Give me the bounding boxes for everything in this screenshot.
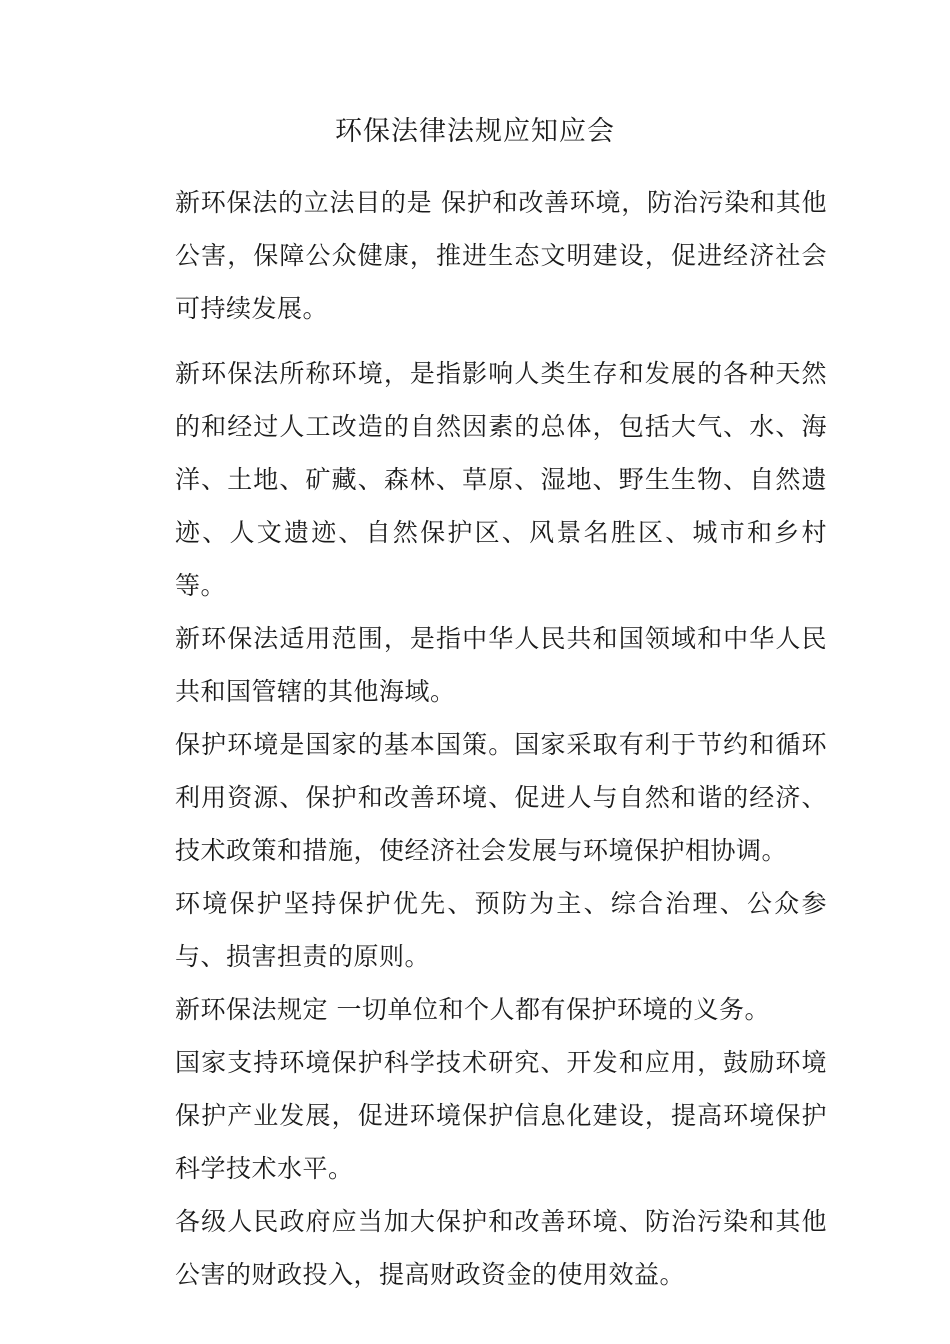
paragraph-principles: 环境保护坚持保护优先、预防为主、综合治理、公众参与、损害担责的原则。 xyxy=(175,889,827,971)
paragraph-obligation: 新环保法规定 一切单位和个人都有保护环境的义务。 xyxy=(175,995,770,1024)
paragraph-fiscal-input: 各级人民政府应当加大保护和改善环境、防治污染和其他公害的财政投入，提高财政资金的使用效益。 xyxy=(175,1207,827,1289)
document-body xyxy=(175,176,827,1301)
document-title: 环保法律法规应知应会 xyxy=(335,116,615,147)
paragraph-legislative-purpose: 新环保法的立法目的是 保护和改善环境，防治污染和其他公害，保障公众健康，推进生态文明建设，促进经济社会可持续发展。 xyxy=(175,188,827,323)
paragraph-science-support: 国家支持环境保护科学技术研究、开发和应用，鼓励环境保护产业发展，促进环境保护信息化建设，提高环境保护科学技术水平。 xyxy=(175,1048,827,1183)
paragraph-scope: 新环保法适用范围，是指中华人民共和国领域和中华人民共和国管辖的其他海域。 xyxy=(175,624,827,706)
paragraph-basic-policy: 保护环境是国家的基本国策。国家采取有利于节约和循环利用资源、保护和改善环境、促进人与自然和谐的经济、技术政策和措施，使经济社会发展与环境保护相协调。 xyxy=(175,730,827,865)
paragraph-environment-definition: 新环保法所称环境，是指影响人类生存和发展的各种天然的和经过人工改造的自然因素的总体，包括大气、水、海洋、土地、矿藏、森林、草原、湿地、野生生物、自然遗迹、人文遗迹、自然保护区、风景名胜区、城市和乡村等。 xyxy=(175,359,827,600)
